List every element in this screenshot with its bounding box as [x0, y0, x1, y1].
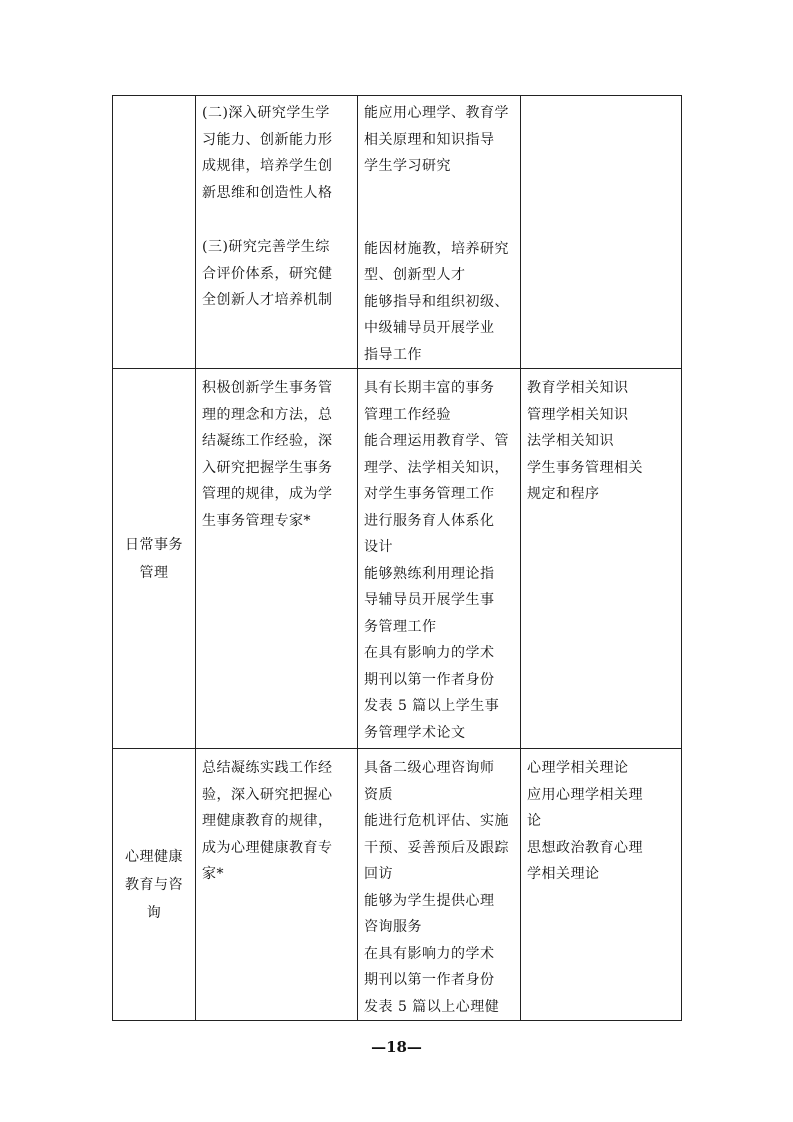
- table-row: [113, 96, 682, 369]
- cell-text-line: 务管理学术论文: [364, 724, 466, 741]
- cell-text-line: 在具有影响力的学术: [364, 945, 495, 962]
- page-number: —18—: [371, 1038, 422, 1056]
- category-cell: [113, 96, 196, 369]
- cell-text-line: 生事务管理专家*: [202, 512, 311, 529]
- cell-text-line: (二)深入研究学生学: [202, 105, 330, 121]
- cell-text-line: 规定和程序: [527, 486, 600, 502]
- ability-cell: [358, 96, 521, 369]
- cell-text-line: 型、创新型人才: [364, 267, 466, 283]
- cell-text-line: 家*: [202, 866, 224, 882]
- cell-text-line: 理的理念和方法，总: [202, 406, 333, 423]
- knowledge-cell: [521, 749, 682, 1021]
- cell-text-line: 思想政治教育心理: [527, 839, 643, 856]
- cell-text-line: 全创新人才培养机制: [202, 292, 333, 308]
- cell-text-line: 能够熟练利用理论指: [364, 565, 495, 582]
- cell-text-line: 中级辅导员开展学业: [364, 320, 495, 336]
- cell-text-line: 期刊以第一作者身份: [364, 972, 495, 988]
- cell-text-line: 务管理工作: [364, 618, 437, 635]
- cell-text-line: 能够为学生提供心理: [364, 892, 495, 909]
- cell-text-line: 进行服务育人体系化: [364, 512, 495, 529]
- cell-text-line: 在具有影响力的学术: [364, 645, 495, 661]
- cell-text-line: 具备二级心理咨询师: [364, 760, 495, 776]
- cell-text-line: 日常事务: [125, 536, 183, 553]
- competency-table: [112, 95, 682, 1021]
- cell-text-line: 心理学相关理论: [527, 760, 629, 776]
- cell-text-line: 能应用心理学、教育学: [364, 105, 509, 121]
- cell-text-line: 教育学相关知识: [527, 380, 629, 396]
- cell-text-line: 管理工作经验: [364, 406, 451, 423]
- content-cell: [196, 96, 358, 369]
- cell-text-line: 能合理运用教育学、管: [364, 433, 509, 449]
- cell-text-line: 合评价体系，研究健: [202, 265, 333, 282]
- cell-text-line: 理学、法学相关知识，: [364, 459, 509, 476]
- cell-text-line: 学相关理论: [527, 866, 600, 882]
- cell-text-line: 能进行危机评估、实施: [364, 813, 509, 829]
- spacer: [202, 206, 351, 234]
- cell-text-line: 资质: [364, 786, 393, 803]
- table-row: [113, 749, 682, 1021]
- cell-text-line: 学生学习研究: [364, 158, 451, 174]
- knowledge-cell: [521, 96, 682, 369]
- spacer: [364, 180, 514, 208]
- cell-text-line: 具有长期丰富的事务: [364, 380, 495, 396]
- cell-text-line: 结凝练工作经验，深: [202, 433, 333, 449]
- cell-text-line: 成为心理健康教育专: [202, 839, 333, 856]
- cell-text-line: 相关原理和知识指导: [364, 131, 495, 148]
- cell-text-line: 对学生事务管理工作: [364, 486, 495, 502]
- cell-text-line: 询: [146, 904, 162, 921]
- cell-text-line: 习能力、创新能力形: [202, 131, 333, 148]
- cell-text-line: 心理健康: [125, 848, 183, 865]
- cell-text-line: 管理: [139, 564, 169, 581]
- category-cell: [113, 369, 196, 749]
- cell-text-line: 咨询服务: [364, 919, 422, 935]
- cell-text-line: 能因材施教，培养研究: [364, 240, 509, 257]
- cell-text-line: (三)研究完善学生综: [202, 239, 330, 255]
- cell-text-line: 教育与咨: [125, 876, 183, 893]
- content-cell: [196, 369, 358, 749]
- cell-text-line: 验，深入研究把握心: [202, 786, 333, 803]
- cell-text-line: 设计: [364, 539, 393, 555]
- cell-text-line: 管理学相关知识: [527, 406, 629, 423]
- cell-text-line: 发表 5 篇以上心理健: [364, 998, 500, 1015]
- cell-text-line: 理健康教育的规律，: [202, 813, 333, 829]
- cell-text-line: 积极创新学生事务管: [202, 380, 333, 396]
- content-cell: [196, 749, 358, 1021]
- ability-cell: [358, 749, 521, 1021]
- cell-text-line: 新思维和创造性人格: [202, 184, 333, 201]
- category-cell: [113, 749, 196, 1021]
- cell-text-line: 总结凝练实践工作经: [202, 760, 333, 776]
- ability-cell: [358, 369, 521, 749]
- cell-text-line: 成规律，培养学生创: [202, 158, 333, 174]
- cell-text-line: 回访: [364, 866, 393, 882]
- cell-text-line: 能够指导和组织初级、: [364, 293, 509, 310]
- cell-text-line: 期刊以第一作者身份: [364, 671, 495, 688]
- cell-text-line: 指导工作: [364, 346, 422, 363]
- knowledge-cell: [521, 369, 682, 749]
- cell-text-line: 法学相关知识: [527, 433, 614, 449]
- spacer: [364, 208, 514, 236]
- cell-text-line: 应用心理学相关理: [527, 786, 643, 803]
- cell-text-line: 入研究把握学生事务: [202, 459, 333, 476]
- cell-text-line: 导辅导员开展学生事: [364, 592, 495, 608]
- cell-text-line: 发表 5 篇以上学生事: [364, 698, 500, 714]
- cell-text-line: 管理的规律，成为学: [202, 486, 333, 502]
- cell-text-line: 干预、妥善预后及跟踪: [364, 839, 509, 856]
- cell-text-line: 学生事务管理相关: [527, 459, 643, 476]
- table-row: [113, 369, 682, 749]
- cell-text-line: 论: [527, 813, 542, 829]
